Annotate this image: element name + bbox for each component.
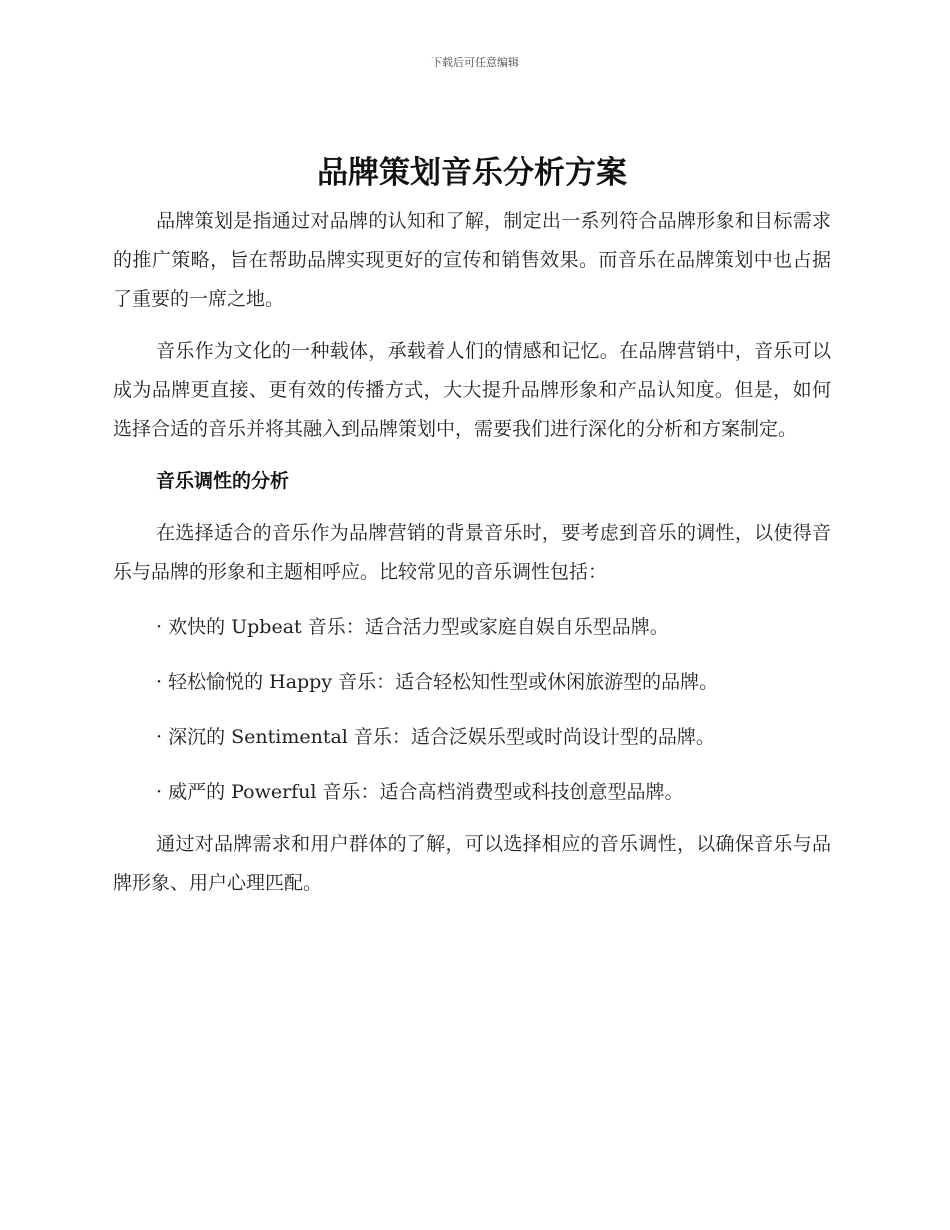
conclusion-paragraph: 通过对品牌需求和用户群体的了解，可以选择相应的音乐调性，以确保音乐与品牌形象、用户心理匹配。	[113, 833, 831, 894]
list-item: · 轻松愉悦的 Happy 音乐：适合轻松知性型或休闲旅游型的品牌。	[156, 671, 719, 693]
list-item: · 威严的 Powerful 音乐：适合高档消费型或科技创意型品牌。	[156, 781, 684, 803]
music-tone-list	[113, 608, 831, 812]
section-heading: 音乐调性的分析	[156, 470, 290, 492]
document-body	[113, 148, 831, 903]
list-item: · 欢快的 Upbeat 音乐：适合活力型或家庭自娱自乐型品牌。	[156, 616, 669, 638]
intro-paragraph-2: 音乐作为文化的一种载体，承载着人们的情感和记忆。在品牌营销中，音乐可以成为品牌更直接、更有效的传播方式，大大提升品牌形象和产品认知度。但是，如何选择合适的音乐并将其融入到品牌策划中，需要我们进行深化的分析和方案制定。	[113, 340, 831, 440]
section-intro-paragraph: 在选择适合的音乐作为品牌营销的背景音乐时，要考虑到音乐的调性，以使得音乐与品牌的形象和主题相呼应。比较常见的音乐调性包括：	[113, 522, 831, 583]
intro-paragraph-1: 品牌策划是指通过对品牌的认知和了解，制定出一系列符合品牌形象和目标需求的推广策略，旨在帮助品牌实现更好的宣传和销售效果。而音乐在品牌策划中也占据了重要的一席之地。	[113, 210, 831, 310]
list-item: · 深沉的 Sentimental 音乐：适合泛娱乐型或时尚设计型的品牌。	[156, 726, 715, 748]
document-title: 品牌策划音乐分析方案	[317, 155, 627, 191]
page-header-note: 下载后可任意编辑	[431, 56, 519, 69]
